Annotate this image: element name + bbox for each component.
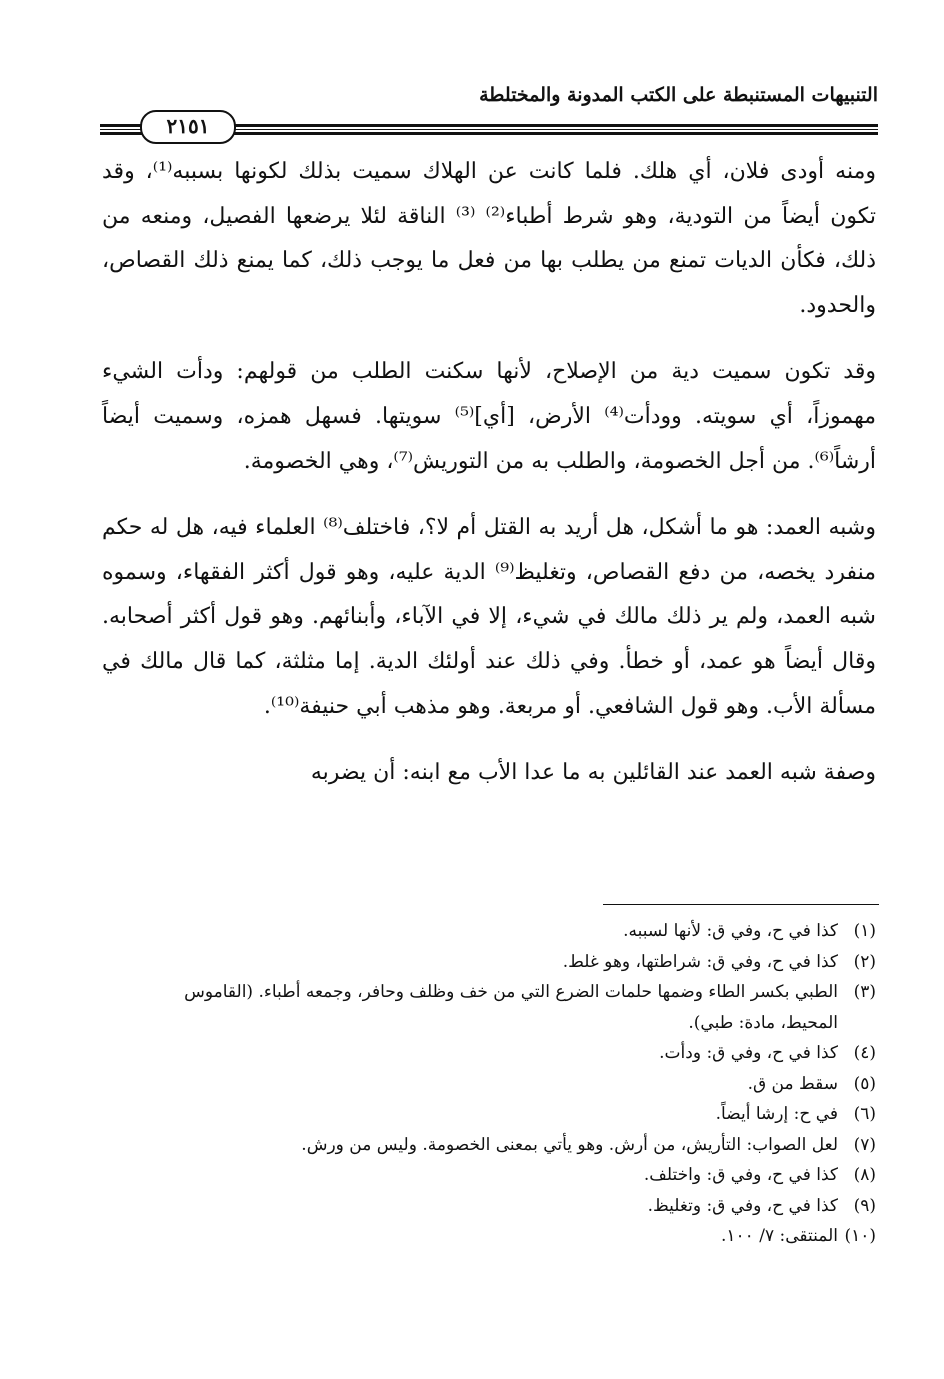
paragraph-sifat-shibh-al-amd: وصفة شبه العمد عند القائلين به ما عدا الأب مع ابنه: أن يضربه [310,760,876,786]
footnote-number: (٦) [853,1104,876,1124]
footnote-number: (٤) [853,1043,876,1063]
footnote-text: المنتقى: ٧/ ١٠٠. [721,1226,838,1246]
footnotes-list [150,916,876,1252]
footnote-number: (٧) [853,1134,876,1155]
footnote-item [150,1130,876,1161]
footnote-item [150,1099,876,1130]
footnote-text: كذا في ح، وفي ق: وتغليظ. [647,1195,838,1216]
footnote-separator [603,904,879,905]
footnote-number: (٨) [853,1165,876,1185]
paragraph-islah-origin: وقد تكون سميت دية من الإصلاح، لأنها سكنت الطلب من قولهم: ودأت الشيء مهموزاً، أي سويته. وودأت⁽⁴⁾ الأرض، [أي]⁽⁵⁾ سويتها. فسهل همزه، وسميت أيضاً أرشاً⁽⁶⁾. من أجل الخصومة، والطلب به من التوريش⁽⁷⁾، وهي الخصومة. [102,359,876,474]
running-title: التنبيهات المستنبطة على الكتب المدونة والمختلطة [479,84,878,106]
footnote-text: كذا في ح، وفي ق: شراطتها، وهو غلط. [562,951,838,972]
paragraph-diya-etymology: ومنه أودى فلان، أي هلك. فلما كانت عن الهلاك سميت بذلك لكونها بسببه⁽¹⁾، وقد تكون أيضاً من التودية، وهو شرط أطباء⁽²⁾ ⁽³⁾ الناقة لئلا يرضعها الفصيل، ومنعه من ذلك، فكأن الديات تمنع من يطلب بها من فعل ما يوجب ذلك، كما يمنع ذلك القصاص، والحدود. [102,159,876,318]
footnote-item [150,947,876,978]
footnote-text: الطبي بكسر الطاء وضمها حلمات الضرع التي من خف وظلف وحافر، وجمعه أطباء. (القاموس المحيط، مادة: طبي). [184,982,838,1033]
footnote-text: كذا في ح، وفي ق: ودأت. [659,1043,838,1063]
footnote-item [150,1160,876,1191]
footnote-item [150,1038,876,1069]
footnote-text: لعل الصواب: التأريش، من أرش. وهو يأتي بمعنى الخصومة. وليس من ورش. [301,1134,838,1155]
page-header [100,84,878,144]
footnote-number: (١) [853,921,876,941]
footnote-text: كذا في ح، وفي ق: لأنها لسببه. [623,921,838,941]
main-text [102,150,876,796]
page-number: ٢١٥١ [140,110,236,144]
footnote-number: (٢) [853,951,876,972]
footnote-text: كذا في ح، وفي ق: واختلف. [643,1165,838,1185]
footnote-item [150,977,876,1038]
footnote-number: (٥) [853,1073,876,1094]
footnote-number: (١٠) [844,1226,876,1246]
footnote-number: (٣) [853,982,876,1002]
footnote-text: سقط من ق. [747,1073,838,1094]
footnote-item [150,1069,876,1100]
footnote-item [150,1191,876,1222]
footnote-item [150,916,876,947]
footnote-number: (٩) [853,1195,876,1216]
footnote-text: في ح: إرشا أيضاً. [715,1104,838,1124]
footnote-item [150,1221,876,1252]
paragraph-shibh-al-amd: وشبه العمد: هو ما أشكل، هل أريد به القتل أم لا؟، فاختلف⁽⁸⁾ العلماء فيه، هل له حكم منفرد يخصه، من دفع القصاص، وتغليظ⁽⁹⁾ الدية عليه، وهو قول أكثر الفقهاء، وسموه شبه العمد، ولم ير ذلك مالك في شيء، إلا في الآباء، وأبنائهم. وهو قول أكثر أصحابه. وقال أيضاً هو عمد، أو خطأ. وفي ذلك عند أولئك الدية. إما مثلثة، كما قال مالك في مسألة الأب. وهو قول الشافعي. أو مربعة. وهو مذهب أبي حنيفة⁽¹⁰⁾. [102,515,877,719]
